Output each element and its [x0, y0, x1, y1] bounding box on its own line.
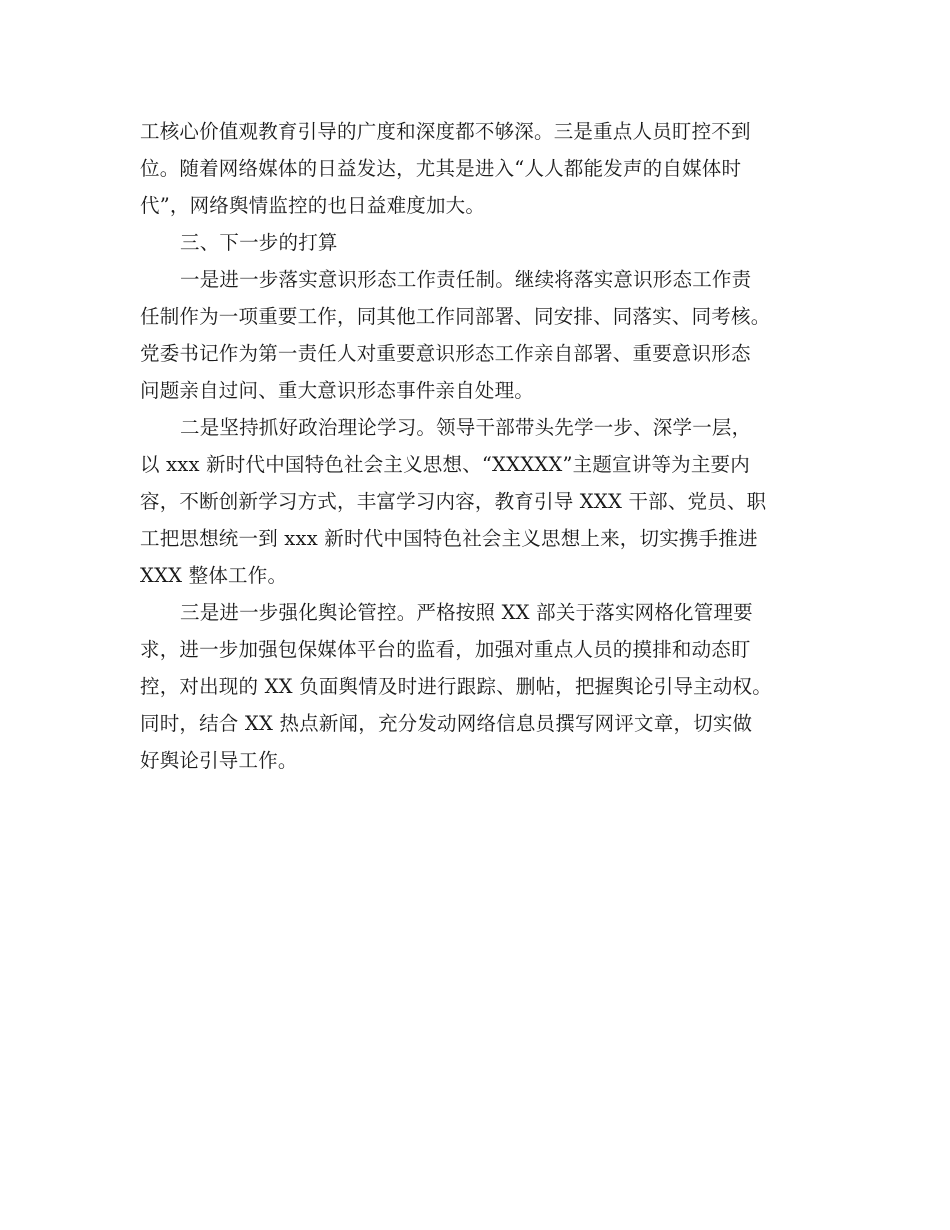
text-line: 任制作为一项重要工作，同其他工作同部署、同安排、同落实、同考核。 [140, 305, 771, 328]
text-line: 控，对出现的 XX 负面舆情及时进行跟踪、删帖，把握舆论引导主动权。 [140, 675, 772, 698]
text-line: 代”，网络舆情监控的也日益难度加大。 [140, 194, 486, 217]
section-heading: 三、下一步的打算 [180, 231, 338, 254]
text-line: 以 xxx 新时代中国特色社会主义思想、“XXXXX”主题宣讲等为主要内 [140, 453, 750, 476]
text-line: 工核心价值观教育引导的广度和深度都不够深。三是重点人员盯控不到 [140, 120, 751, 143]
text-line: 一是进一步落实意识形态工作责任制。继续将落实意识形态工作责 [180, 268, 752, 291]
text-line: 党委书记作为第一责任人对重要意识形态工作亲自部署、重要意识形态 [140, 342, 751, 365]
text-line: 二是坚持抓好政治理论学习。领导干部带头先学一步、深学一层， [180, 416, 752, 439]
document-page [140, 113, 830, 779]
text-line: 同时，结合 XX 热点新闻，充分发动网络信息员撰写网评文章，切实做 [140, 712, 753, 735]
text-line: 容，不断创新学习方式，丰富学习内容，教育引导 XXX 干部、党员、职 [140, 490, 767, 513]
text-line: XXX 整体工作。 [140, 564, 288, 587]
text-line: 求，进一步加强包保媒体平台的监看，加强对重点人员的摸排和动态盯 [140, 638, 751, 661]
text-line: 三是进一步强化舆论管控。严格按照 XX 部关于落实网格化管理要 [180, 601, 753, 624]
text-line: 工把思想统一到 xxx 新时代中国特色社会主义思想上来，切实携手推进 [140, 527, 758, 550]
text-line: 问题亲自过问、重大意识形态事件亲自处理。 [140, 379, 535, 402]
text-line: 位。随着网络媒体的日益发达，尤其是进入“人人都能发声的自媒体时 [140, 157, 742, 180]
text-line: 好舆论引导工作。 [140, 749, 298, 772]
